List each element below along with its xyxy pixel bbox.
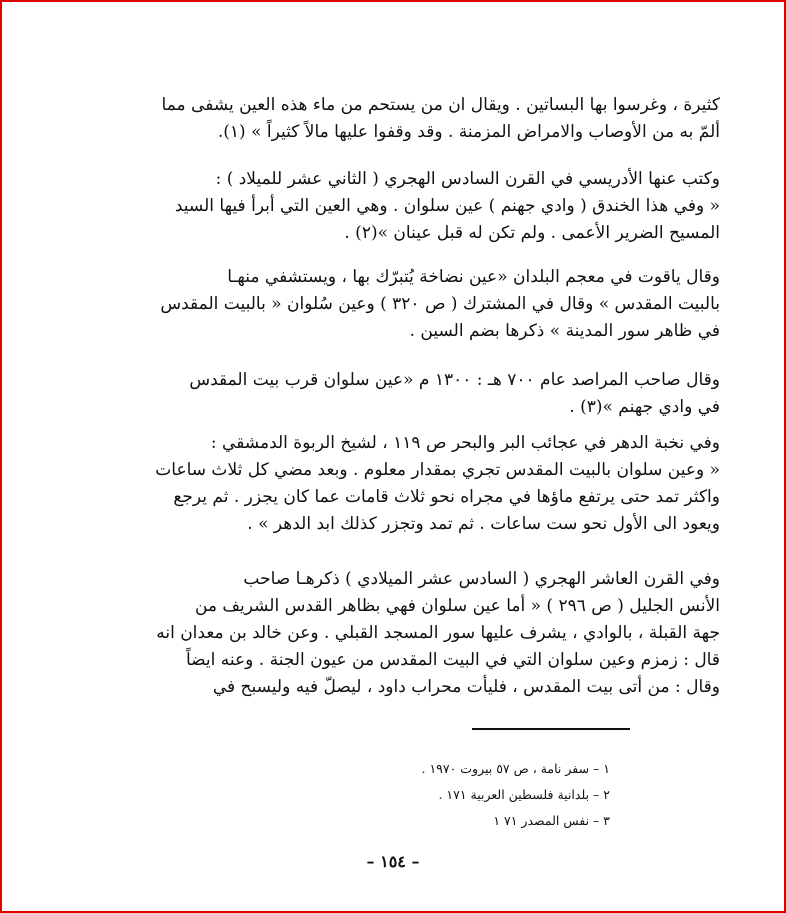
footnote-1: ١ – سفر نامة ، ص ٥٧ بيروت ١٩٧٠ . bbox=[421, 761, 610, 776]
text-line: ألمّ به من الأوصاب والامراض المزمنة . وقد وقفوا عليها مالاً كثيراً » (١). bbox=[217, 122, 720, 142]
text-line: وقال صاحب المراصد عام ٧٠٠ هـ : ١٣٠٠ م «عين سلوان قرب بيت المقدس bbox=[189, 370, 720, 390]
text-line: « وفي هذا الخندق ( وادي جهنم ) عين سلوان . وهي العين التي أبرأ فيها السيد bbox=[174, 196, 720, 216]
paragraph-5 bbox=[64, 430, 720, 538]
text-line: ويعود الى الأول نحو ست ساعات . ثم تمد وتجزر كذلك ابد الدهر » . bbox=[247, 514, 720, 534]
paragraph-1 bbox=[64, 92, 720, 146]
text-line: وفي نخبة الدهر في عجائب البر والبحر ص ١١٩ ، لشيخ الربوة الدمشقي : bbox=[210, 433, 720, 453]
text-line: كثيرة ، وغرسوا بها البساتين . ويقال ان من يستحم من ماء هذه العين يشفى مما bbox=[161, 95, 720, 115]
paragraph-3 bbox=[64, 264, 720, 345]
text-line: وقال ياقوت في معجم البلدان «عين نضاخة يُتبرّك بها ، ويستشفي منهـا bbox=[227, 267, 720, 287]
text-line: الأنس الجليل ( ص ٢٩٦ ) « أما عين سلوان فهي بظاهر القدس الشريف من bbox=[194, 596, 720, 616]
footnote-2: ٢ – بلدانية فلسطين العربية ١٧١ . bbox=[438, 787, 610, 802]
text-line: وفي القرن العاشر الهجري ( السادس عشر الميلادي ) ذكرهـا صاحب bbox=[243, 569, 720, 589]
text-line: المسيح الضرير الأعمى . ولم تكن له قبل عينان »(٢) . bbox=[344, 223, 720, 243]
text-line: وكتب عنها الأدريسي في القرن السادس الهجري ( الثاني عشر للميلاد ) : bbox=[215, 169, 720, 189]
paragraph-6 bbox=[64, 566, 720, 701]
text-line: في وادي جهنم »(٣) . bbox=[569, 397, 720, 417]
text-line: « وعين سلوان بالبيت المقدس تجري بمقدار معلوم . وبعد مضي كل ثلاث ساعات bbox=[155, 460, 720, 480]
text-line: قال : زمزم وعين سلوان التي في البيت المقدس من عيون الجنة . وعنه ايضاً bbox=[186, 650, 720, 670]
text-line: واكثر تمد حتى يرتفع ماؤها في مجراه نحو ثلاث قامات عما كان يجزر . ثم يرجع bbox=[173, 487, 720, 507]
text-line: في ظاهر سور المدينة » ذكرها بضم السين . bbox=[409, 321, 720, 341]
footnote-divider bbox=[472, 728, 630, 730]
page-number: – ١٥٤ – bbox=[366, 852, 420, 871]
footnotes bbox=[310, 756, 610, 834]
text-line: جهة القبلة ، بالوادي ، يشرف عليها سور المسجد القبلي . وعن خالد بن معدان انه bbox=[156, 623, 720, 643]
paragraph-4 bbox=[64, 367, 720, 421]
paragraph-2 bbox=[64, 166, 720, 247]
footnote-3: ٣ – نفس المصدر ٧١ ١ bbox=[493, 813, 610, 828]
text-line: وقال : من أتى بيت المقدس ، فليأت محراب داود ، ليصلّ فيه وليسبح في bbox=[212, 677, 720, 697]
text-line: بالبيت المقدس » وقال في المشترك ( ص ٣٢٠ ) وعين سُلوان « بالبيت المقدس bbox=[160, 294, 720, 314]
